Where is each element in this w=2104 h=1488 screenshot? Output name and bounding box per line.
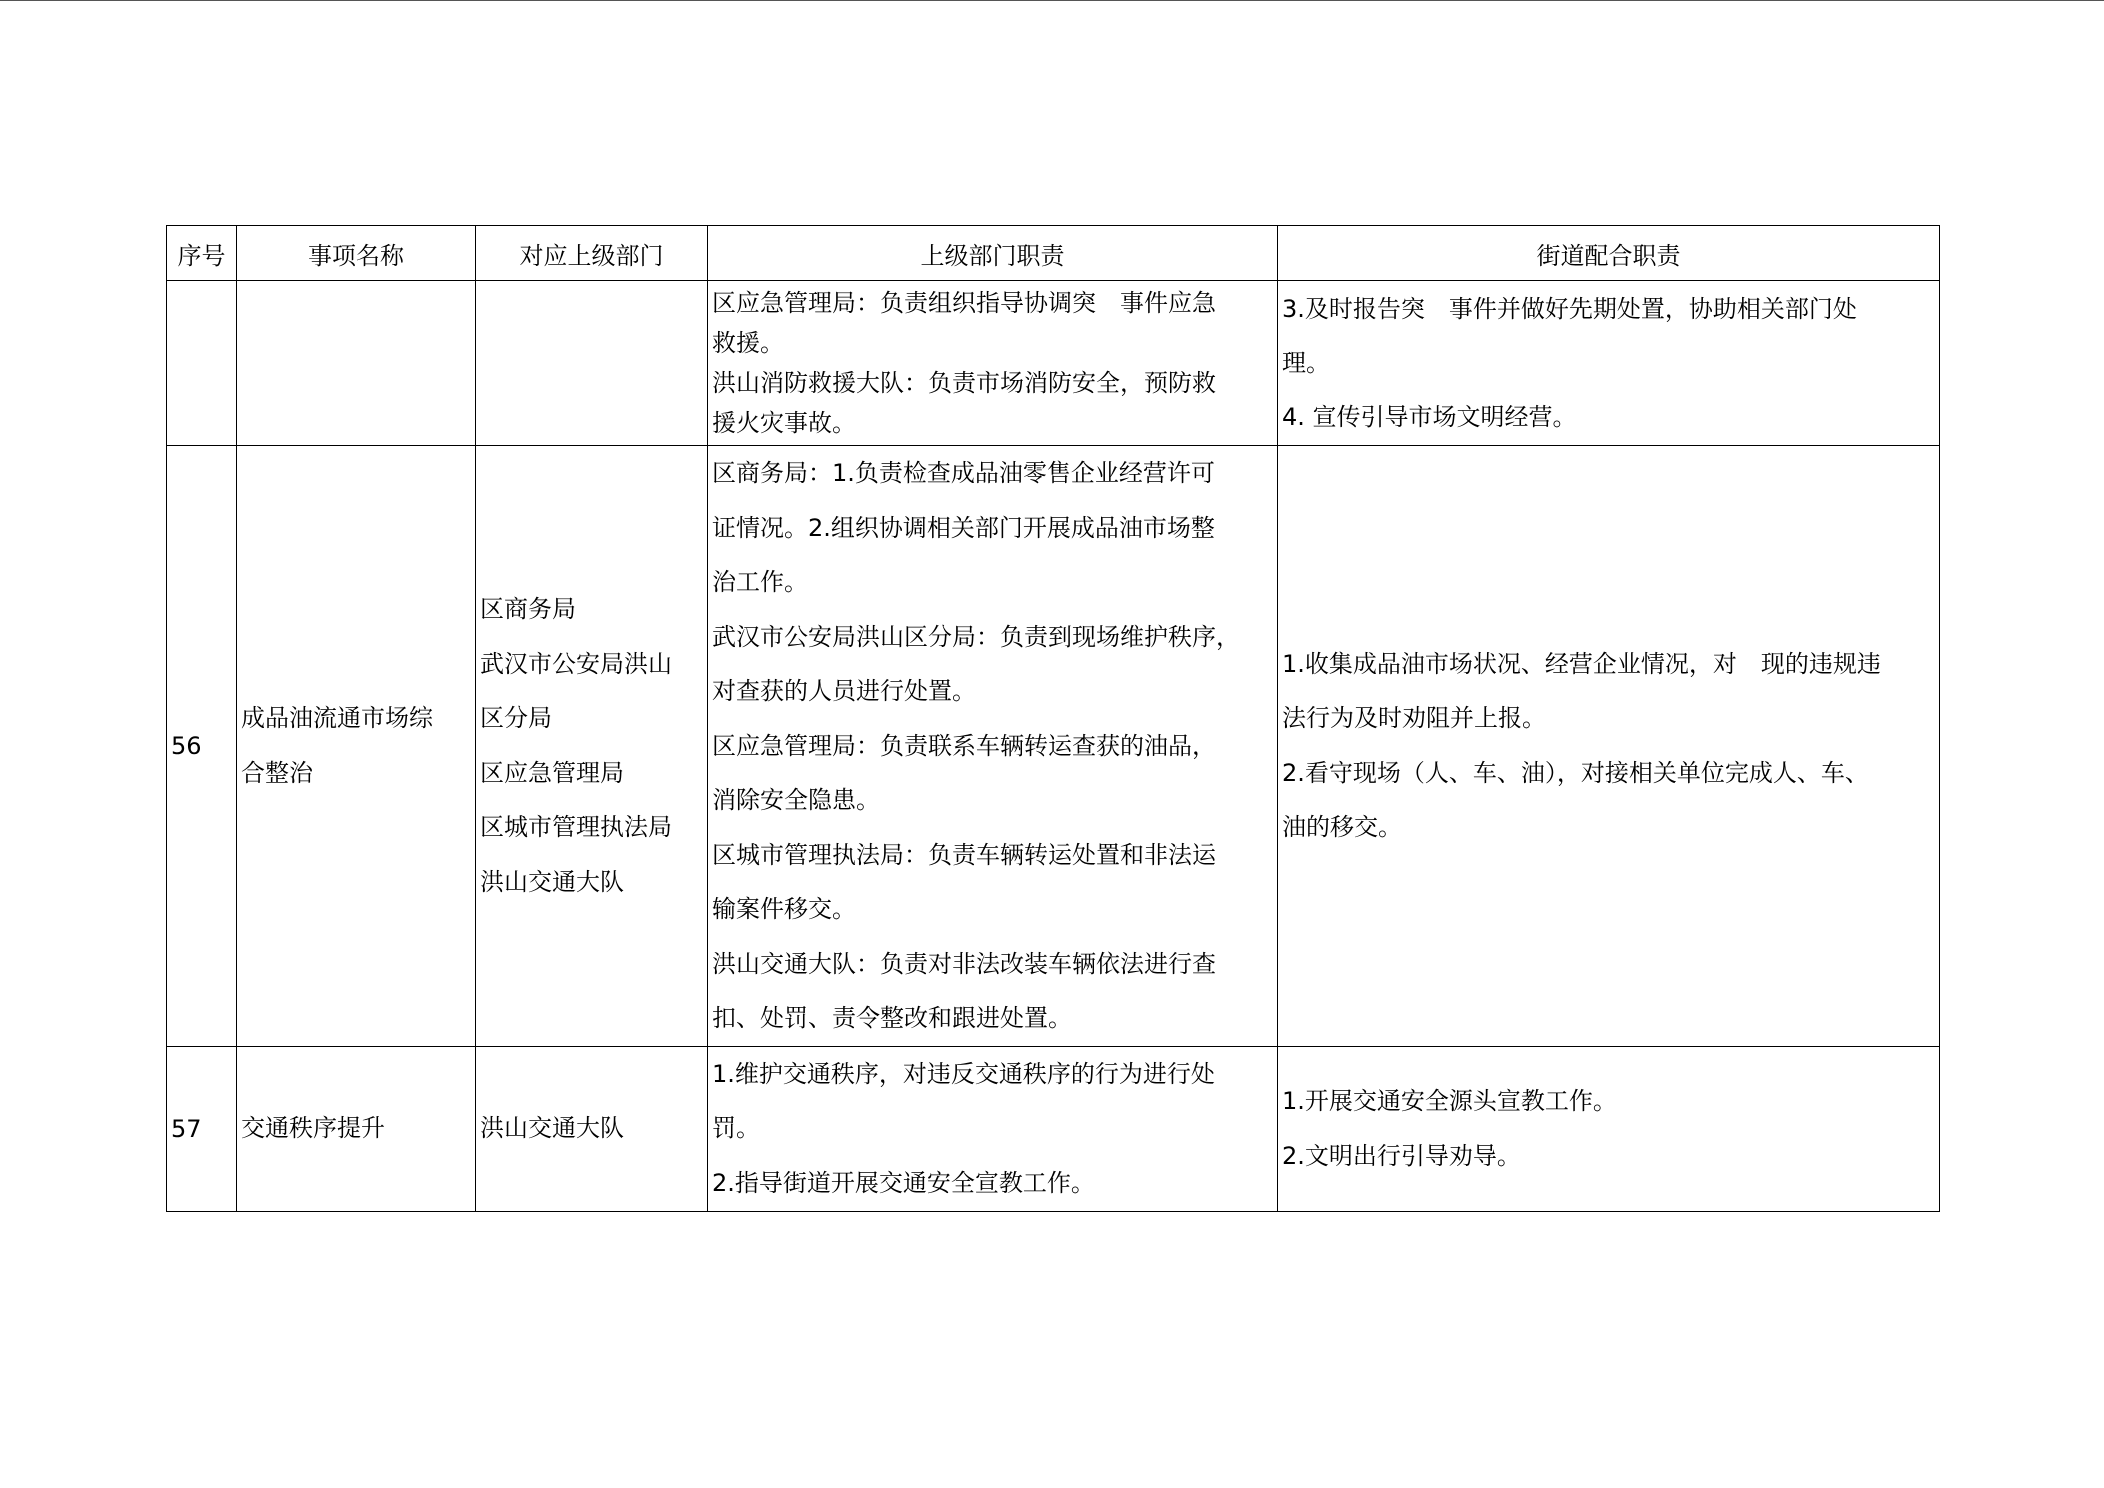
cell-item-name — [237, 446, 476, 1047]
page-top-rule — [0, 0, 2104, 1]
table-row — [167, 446, 1940, 1047]
duty-line: 输案件移交。 — [712, 895, 856, 923]
table-header-row — [167, 226, 1940, 281]
duty-line: 武汉市公安局洪山区分局：负责到现场维护秩序， — [712, 622, 1240, 651]
duty-line: 2.指导街道开展交通安全宣教工作。 — [712, 1168, 1095, 1197]
duty-line: 4. 宣传引导市场文明经营。 — [1282, 403, 1577, 431]
department-line: 武汉市公安局洪山 — [480, 649, 672, 678]
duty-line: 对查获的人员进行处置。 — [712, 677, 976, 705]
cell-superior-duties — [708, 1046, 1278, 1211]
duty-line: 区商务局：1.负责检查成品油零售企业经营许可 — [712, 459, 1215, 487]
header-street-duties: 街道配合职责 — [1278, 226, 1940, 281]
duty-line: 治工作。 — [712, 568, 808, 596]
duty-line: 油的移交。 — [1282, 813, 1402, 842]
item-name-line: 交通秩序提升 — [241, 1114, 385, 1143]
duty-line: 1.开展交通安全源头宣教工作。 — [1282, 1087, 1617, 1115]
cell-serial-number — [167, 281, 237, 446]
cell-departments — [476, 1046, 708, 1211]
cell-serial-number: 56 — [167, 446, 237, 1047]
duty-line: 1.收集成品油市场状况、经营企业情况，对 现的违规违 — [1282, 649, 1881, 678]
duty-line: 证情况。2.组织协调相关部门开展成品油市场整 — [712, 513, 1215, 542]
duty-line: 1.维护交通秩序，对违反交通秩序的行为进行处 — [712, 1059, 1215, 1088]
duty-line: 区应急管理局：负责组织指导协调突 事件应急 — [712, 289, 1216, 317]
department-line: 洪山交通大队 — [480, 867, 624, 896]
table-row — [167, 1046, 1940, 1211]
duty-line: 区城市管理执法局：负责车辆转运处置和非法运 — [712, 840, 1216, 869]
cell-street-duties — [1278, 446, 1940, 1047]
duty-line: 救援。 — [712, 329, 784, 357]
department-line: 区城市管理执法局 — [480, 813, 672, 842]
duty-line: 罚。 — [712, 1114, 760, 1143]
department-line: 洪山交通大队 — [480, 1114, 624, 1143]
cell-departments — [476, 446, 708, 1047]
cell-superior-duties — [708, 281, 1278, 446]
department-line: 区分局 — [480, 704, 552, 733]
cell-serial-number: 57 — [167, 1046, 237, 1211]
department-line: 区应急管理局 — [480, 758, 624, 787]
duty-line: 理。 — [1282, 349, 1330, 377]
duty-line: 消除安全隐患。 — [712, 786, 880, 814]
cell-street-duties — [1278, 1046, 1940, 1211]
duty-line: 法行为及时劝阻并上报。 — [1282, 704, 1546, 733]
duty-line: 援火灾事故。 — [712, 409, 856, 437]
item-name-line: 合整治 — [241, 758, 313, 787]
duty-line: 2.看守现场（人、车、油），对接相关单位完成人、车、 — [1282, 758, 1869, 787]
cell-departments — [476, 281, 708, 446]
duty-line: 3.及时报告突 事件并做好先期处置，协助相关部门处 — [1282, 295, 1857, 323]
duty-line: 洪山消防救援大队：负责市场消防安全，预防救 — [712, 369, 1216, 397]
header-superior-department: 对应上级部门 — [476, 226, 708, 281]
header-superior-duties: 上级部门职责 — [708, 226, 1278, 281]
cell-superior-duties — [708, 446, 1278, 1047]
cell-item-name — [237, 281, 476, 446]
header-item-name: 事项名称 — [237, 226, 476, 281]
cell-street-duties — [1278, 281, 1940, 446]
duty-line: 洪山交通大队：负责对非法改装车辆依法进行查 — [712, 949, 1216, 978]
duty-line: 区应急管理局：负责联系车辆转运查获的油品， — [712, 731, 1216, 760]
table-row — [167, 281, 1940, 446]
header-serial-number: 序号 — [167, 226, 237, 281]
duty-table — [166, 225, 1940, 1212]
duty-line: 扣、处罚、责令整改和跟进处置。 — [712, 1004, 1072, 1032]
department-line: 区商务局 — [480, 595, 576, 624]
duty-line: 2.文明出行引导劝导。 — [1282, 1141, 1521, 1170]
item-name-line: 成品油流通市场综 — [241, 704, 433, 733]
cell-item-name — [237, 1046, 476, 1211]
